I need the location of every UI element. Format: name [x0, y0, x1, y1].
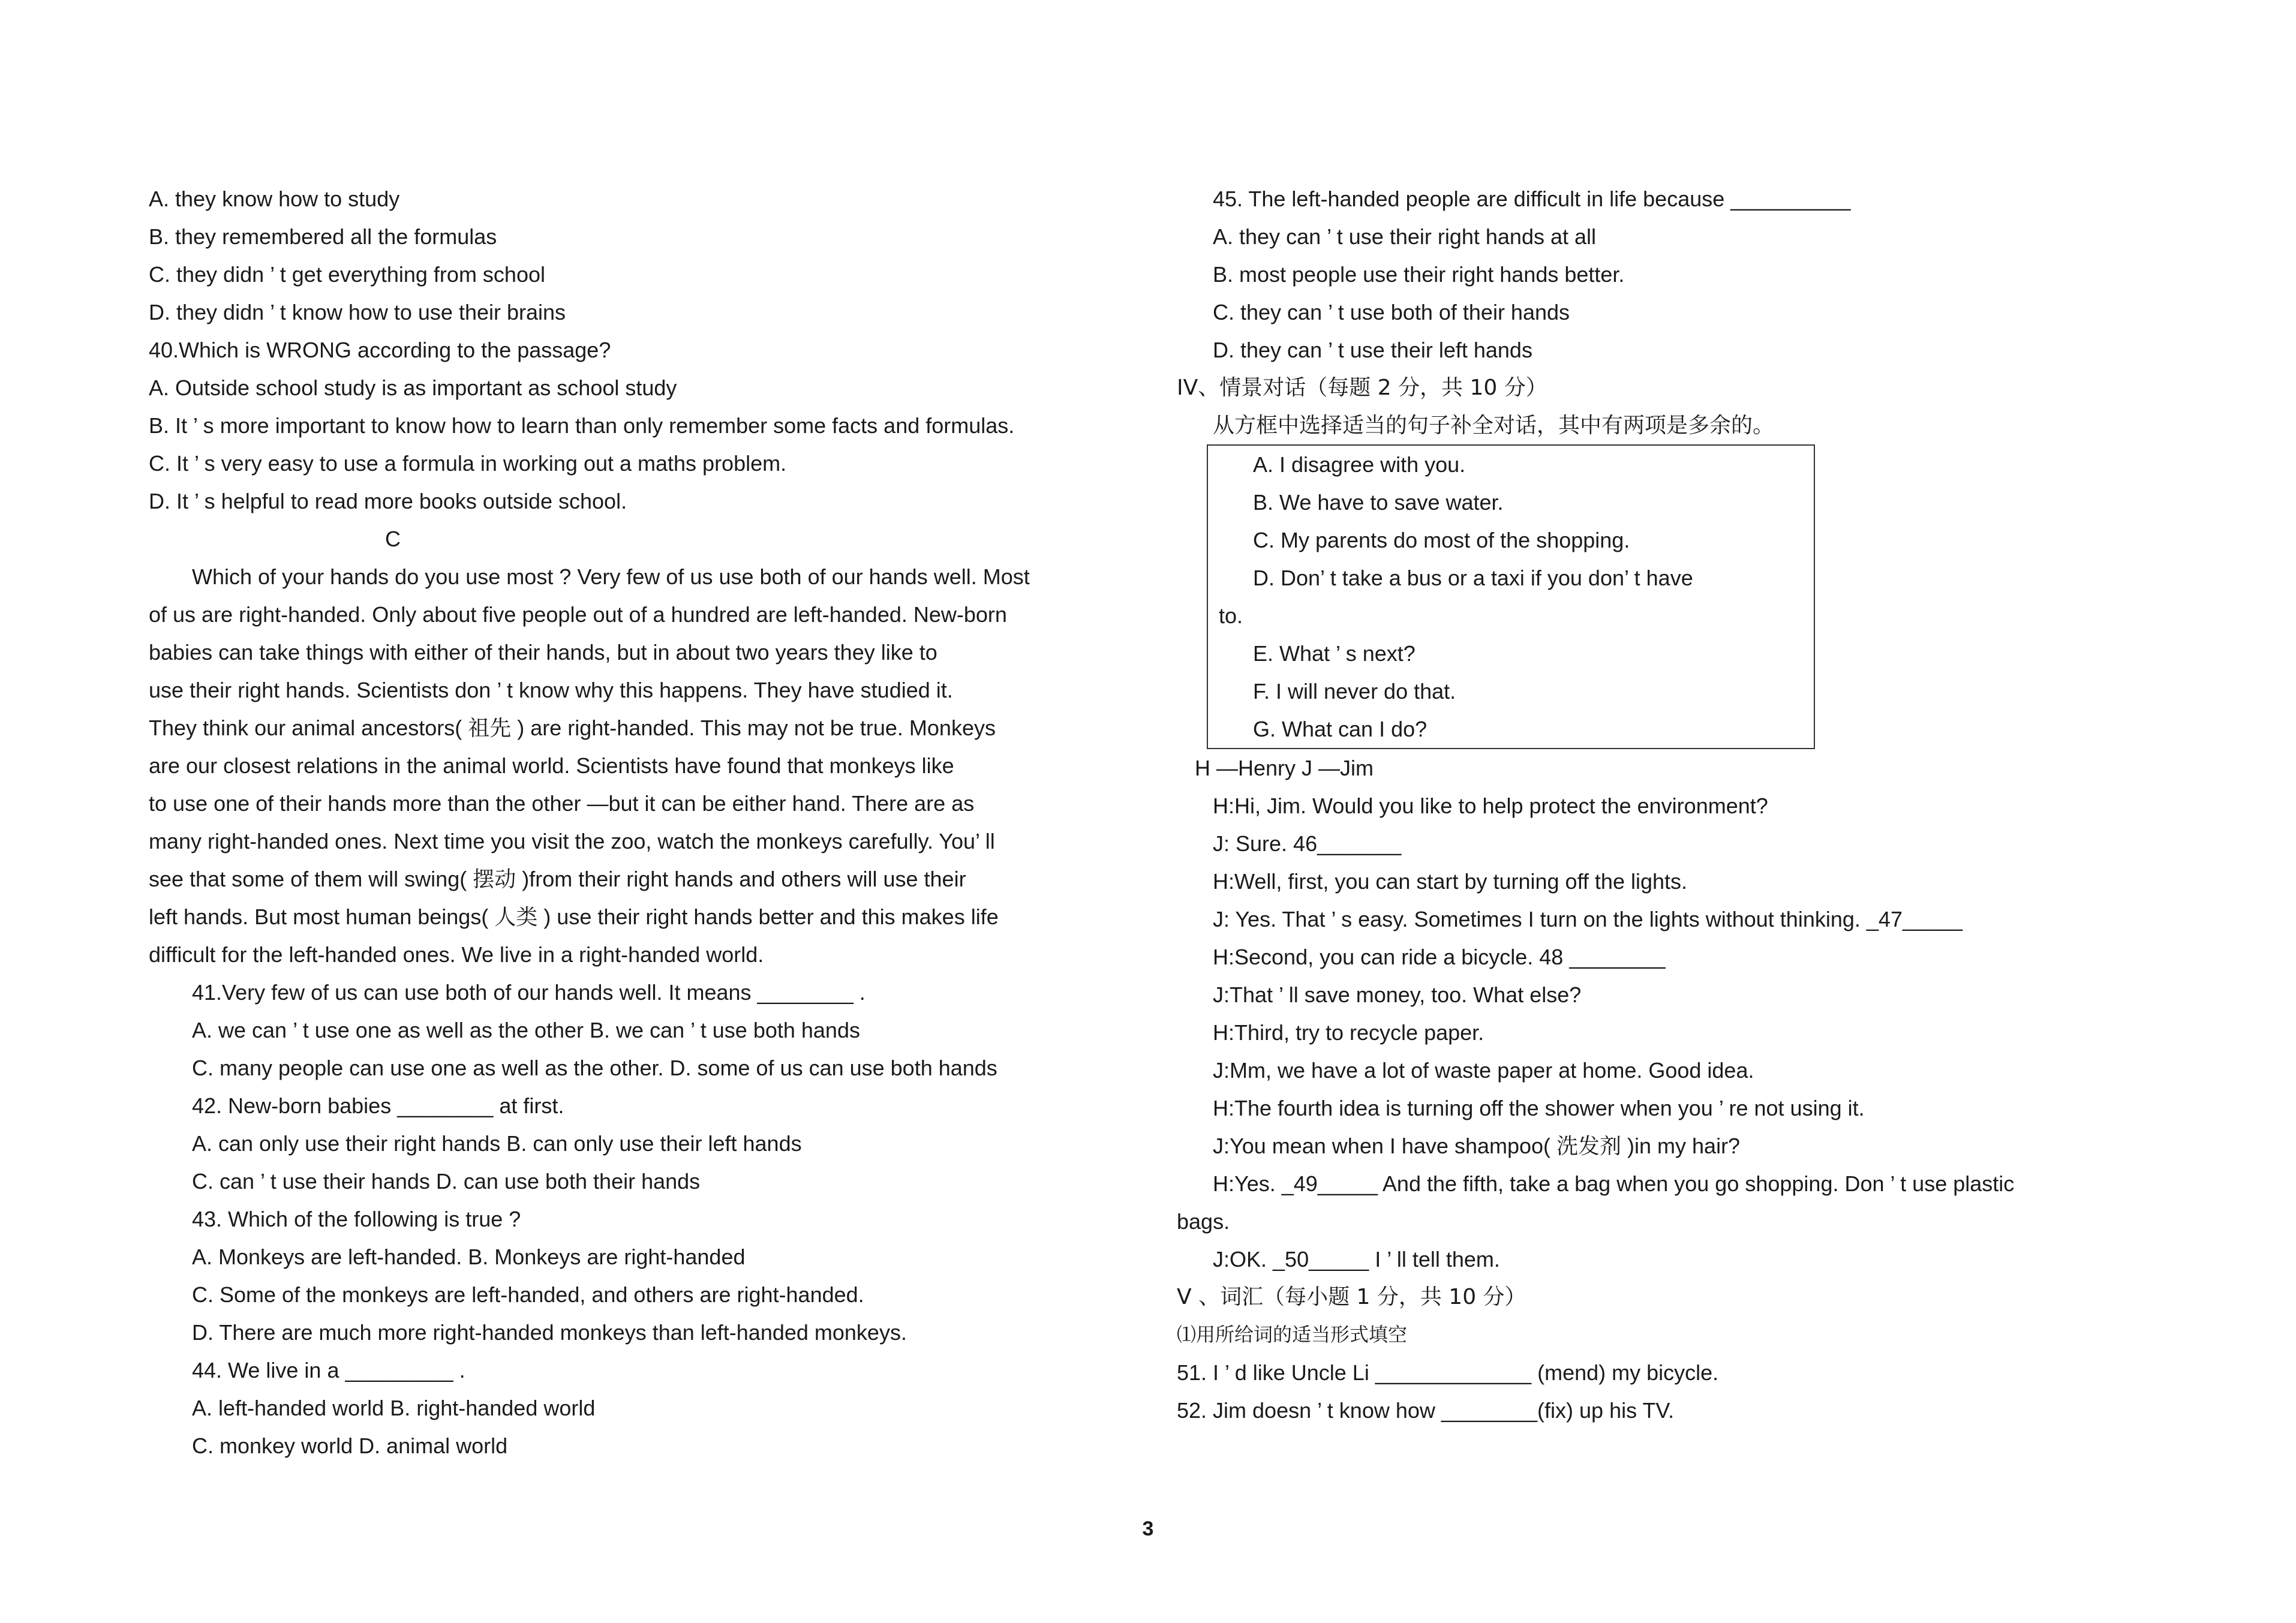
dialog-line: J:You mean when I have shampoo( 洗发剂 )in my hair?	[1213, 1134, 1741, 1158]
passage-line: left hands. But most human beings( 人类 ) use their right hands better and this makes life	[149, 904, 999, 929]
q39-option-a: A. they know how to study	[149, 187, 400, 211]
q39-option-b: B. they remembered all the formulas	[149, 224, 497, 249]
dialog-speakers: H —Henry J —Jim	[1195, 756, 1374, 780]
dialog-line: H:Well, first, you can start by turning off the lights.	[1213, 869, 1688, 894]
q45-option-a: A. they can ’ t use their right hands at all	[1213, 224, 1597, 249]
box-option-d: D. Don’ t take a bus or a taxi if you don’ t have	[1253, 566, 1693, 590]
section-iv-instruction: 从方框中选择适当的句子补全对话，其中有两项是多余的。	[1213, 413, 1775, 438]
q40-question: 40.Which is WRONG according to the passage?	[149, 338, 611, 362]
q44-options-cd: C. monkey world D. animal world	[192, 1433, 508, 1458]
passage-line: of us are right-handed. Only about five people out of a hundred are left-handed. New-born	[149, 602, 1007, 627]
box-option-f: F. I will never do that.	[1253, 679, 1456, 704]
q44-options-ab: A. left-handed world B. right-handed world	[192, 1396, 596, 1420]
q39-option-c: C. they didn ’ t get everything from school	[149, 262, 545, 287]
q45-option-d: D. they can ’ t use their left hands	[1213, 338, 1532, 362]
passage-line: They think our animal ancestors( 祖先 ) are right-handed. This may not be true. Monkeys	[149, 716, 996, 740]
q51: 51. I ’ d like Uncle Li _____________ (mend) my bicycle.	[1177, 1360, 1719, 1385]
section-v-heading: V 、词汇（每小题 1 分，共 10 分）	[1177, 1285, 1526, 1309]
dialog-line: H:Second, you can ride a bicycle. 48 ________	[1213, 945, 1666, 969]
passage-line: to use one of their hands more than the other —but it can be either hand. There are as	[149, 791, 975, 816]
q40-option-b: B. It ’ s more important to know how to learn than only remember some facts and formulas.	[149, 413, 1015, 438]
q42-options-cd: C. can ’ t use their hands D. can use both their hands	[192, 1169, 701, 1194]
q52: 52. Jim doesn ’ t know how ________(fix) up his TV.	[1177, 1398, 1675, 1423]
dialog-line: H:Third, try to recycle paper.	[1213, 1020, 1484, 1045]
q41-options-cd: C. many people can use one as well as the other. D. some of us can use both hands	[192, 1056, 997, 1080]
dialog-line-cont: bags.	[1177, 1209, 1230, 1234]
dialog-line: J:Mm, we have a lot of waste paper at home. Good idea.	[1213, 1058, 1754, 1083]
q40-option-a: A. Outside school study is as important as school study	[149, 375, 677, 400]
options-box	[1207, 444, 1815, 749]
q43-option-d: D. There are much more right-handed monkeys than left-handed monkeys.	[192, 1320, 907, 1345]
dialog-line: H:Yes. _49_____ And the fifth, take a bag when you go shopping. Don ’ t use plastic	[1213, 1171, 2015, 1196]
passage-line: Which of your hands do you use most ? Very few of us use both of our hands well. Most	[192, 564, 1030, 589]
box-option-c: C. My parents do most of the shopping.	[1253, 528, 1630, 552]
passage-line: use their right hands. Scientists don ’ t know why this happens. They have studied it.	[149, 678, 953, 702]
q40-option-d: D. It ’ s helpful to read more books outside school.	[149, 489, 627, 513]
q45-question: 45. The left-handed people are difficult in life because __________	[1213, 187, 1851, 211]
q43-options-ab: A. Monkeys are left-handed. B. Monkeys are right-handed	[192, 1245, 746, 1269]
box-option-d-cont: to.	[1219, 603, 1243, 628]
q40-option-c: C. It ’ s very easy to use a formula in working out a maths problem.	[149, 451, 787, 476]
passage-line: see that some of them will swing( 摆动 )from their right hands and others will use their	[149, 867, 966, 891]
box-option-a: A. I disagree with you.	[1253, 452, 1466, 477]
dialog-line: J:That ’ ll save money, too. What else?	[1213, 982, 1582, 1007]
box-option-e: E. What ’ s next?	[1253, 641, 1416, 666]
q43-option-c: C. Some of the monkeys are left-handed, and others are right-handed.	[192, 1282, 864, 1307]
passage-line: many right-handed ones. Next time you visit the zoo, watch the monkeys carefully. You’ ll	[149, 829, 995, 853]
box-option-b: B. We have to save water.	[1253, 490, 1504, 515]
q45-option-b: B. most people use their right hands better.	[1213, 262, 1625, 287]
dialog-line: J: Yes. That ’ s easy. Sometimes I turn on the lights without thinking. _47_____	[1213, 907, 1963, 931]
q39-option-d: D. they didn ’ t know how to use their brains	[149, 300, 566, 324]
box-option-g: G. What can I do?	[1253, 717, 1428, 741]
q41-question: 41.Very few of us can use both of our hands well. It means ________ .	[192, 980, 865, 1005]
section-v-instruction: ⑴用所给词的适当形式填空	[1177, 1323, 1408, 1346]
passage-line: difficult for the left-handed ones. We live in a right-handed world.	[149, 942, 764, 967]
q44-question: 44. We live in a _________ .	[192, 1358, 465, 1382]
dialog-line: H:Hi, Jim. Would you like to help protect the environment?	[1213, 794, 1768, 818]
passage-line: babies can take things with either of their hands, but in about two years they like to	[149, 640, 937, 665]
q42-question: 42. New-born babies ________ at first.	[192, 1093, 564, 1118]
dialog-line: H:The fourth idea is turning off the shower when you ’ re not using it.	[1213, 1096, 1865, 1120]
q43-question: 43. Which of the following is true ?	[192, 1207, 521, 1231]
left-column	[149, 180, 1144, 1465]
right-column	[1177, 180, 2148, 1429]
section-iv-heading: IV、情景对话（每题 2 分，共 10 分）	[1177, 375, 1547, 400]
q42-options-ab: A. can only use their right hands B. can only use their left hands	[192, 1131, 802, 1156]
passage-line: are our closest relations in the animal world. Scientists have found that monkeys like	[149, 753, 954, 778]
q45-option-c: C. they can ’ t use both of their hands	[1213, 300, 1570, 324]
dialog-line: J:OK. _50_____ I ’ ll tell them.	[1213, 1247, 1500, 1272]
passage-c-title: C	[385, 527, 401, 551]
page-number: 3	[1142, 1517, 1154, 1540]
q41-options-ab: A. we can ’ t use one as well as the other B. we can ’ t use both hands	[192, 1018, 860, 1042]
dialog-line: J: Sure. 46_______	[1213, 831, 1402, 856]
